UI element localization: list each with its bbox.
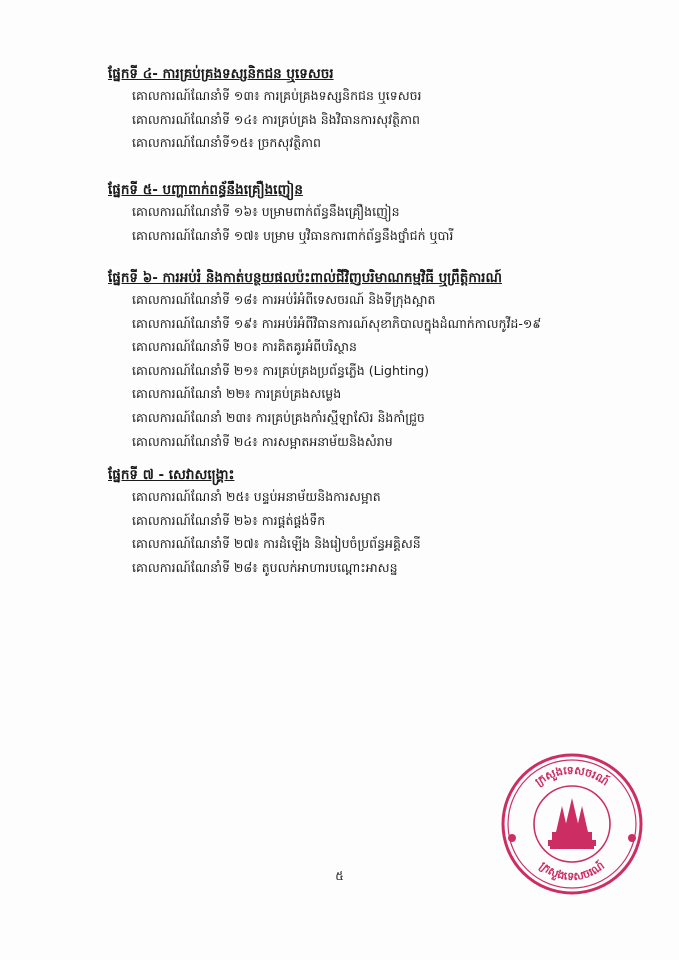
guideline-item: គោលការណ៍ណែនាំទី ២៦៖ ការផ្គត់ផ្គង់ទឹក [132, 512, 326, 528]
section-6 [108, 268, 628, 453]
guideline-item: គោលការណ៍ណែនាំទី ១៦៖ បម្រាមពាក់ព័ន្ធនឹងគ្រឿងញៀន [132, 204, 400, 219]
guideline-item: គោលការណ៍ណែនាំទី ១៧៖ បម្រាម ឬវិធានការពាក់ព័ន្ធនឹងថ្នាំជក់ ឬបារី [132, 227, 454, 243]
seal-top-text: ក្រសួងទេសចរណ៍ [532, 763, 612, 789]
section-7 [108, 465, 628, 579]
seal-bottom-text: ក្រសួងទេសចរណ៍ [537, 859, 607, 884]
flower-ornament-icon [628, 834, 636, 842]
guideline-item: គោលការណ៍ណែនាំទី ២៨៖ តូបលក់អាហារបណ្តោះអាសន្ន [132, 559, 398, 575]
guideline-item: គោលការណ៍ណែនាំទី ២៧៖ ការដំឡើង និងរៀបចំប្រព័ន្ធអគ្គិសនី [132, 536, 421, 552]
guideline-item: គោលការណ៍ណែនាំទី ១៨៖ ការអប់រំអំពីទេសចរណ៍ និងទីក្រុងស្អាត [132, 292, 436, 307]
guideline-item: គោលការណ៍ណែនាំទី ១៤៖ ការគ្រប់គ្រង និងវិធានការសុវត្ថិភាព [132, 111, 420, 127]
guideline-item: គោលការណ៍ណែនាំ ២៥៖ បន្ទប់អនាម័យនិងការសម្អាត [132, 489, 381, 504]
section-heading: ផ្នែកទី ៧ - សេវាសង្គ្រោះ [108, 467, 235, 483]
guideline-item: គោលការណ៍ណែនាំទី ១៣៖ ការគ្រប់គ្រងទស្សនិកជន ឬទេសចរ [132, 88, 422, 103]
guideline-item: គោលការណ៍ណែនាំទី១៥៖ ច្រកសុវត្ថិភាព [132, 135, 321, 151]
guideline-item: គោលការណ៍ណែនាំទី ២១៖ ការគ្រប់គ្រងប្រព័ន្ធភ្លើង (Lighting) [132, 362, 429, 378]
flower-ornament-icon [508, 834, 516, 842]
section-5 [108, 180, 628, 247]
guideline-item: គោលការណ៍ណែនាំទី ១៩៖ ការអប់រំអំពីវិធានការណ៍សុខាភិបាលក្នុងដំណាក់កាលកូវីដ-១៩ [132, 315, 542, 331]
section-heading: ផ្នែកទី ៤- ការគ្រប់គ្រងទស្សនិកជន ឬទេសចរ [108, 66, 334, 82]
section-4 [108, 64, 628, 155]
page-number: ៥ [335, 869, 344, 883]
guideline-item: គោលការណ៍ណែនាំ ២៣៖ ការគ្រប់គ្រងកាំរស្មីឡាស៊ែរ និងកាំជ្រួច [132, 409, 425, 425]
guideline-item: គោលការណ៍ណែនាំទី ២៤៖ ការសម្អាតអនាម័យនិងសំរាម [132, 433, 393, 449]
section-heading: ផ្នែកទី ៦- ការអប់រំ និងកាត់បន្ថយផលប៉ះពាល់ជីវិញបរិមាណកម្មវិធី ឬព្រឹត្តិការណ៍ [108, 270, 502, 286]
guideline-item: គោលការណ៍ណែនាំទី ២០៖ ការគិតគូរអំពីបរិស្ថាន [132, 339, 357, 355]
section-heading: ផ្នែកទី ៥- បញ្ហាពាក់ពន្ធ័នឹងគ្រឿងញៀន [108, 182, 303, 198]
guideline-item: គោលការណ៍ណែនាំ ២២៖ ការគ្រប់គ្រងសម្លេង [132, 386, 342, 402]
temple-emblem-icon [548, 798, 596, 849]
official-seal-stamp [498, 752, 646, 896]
